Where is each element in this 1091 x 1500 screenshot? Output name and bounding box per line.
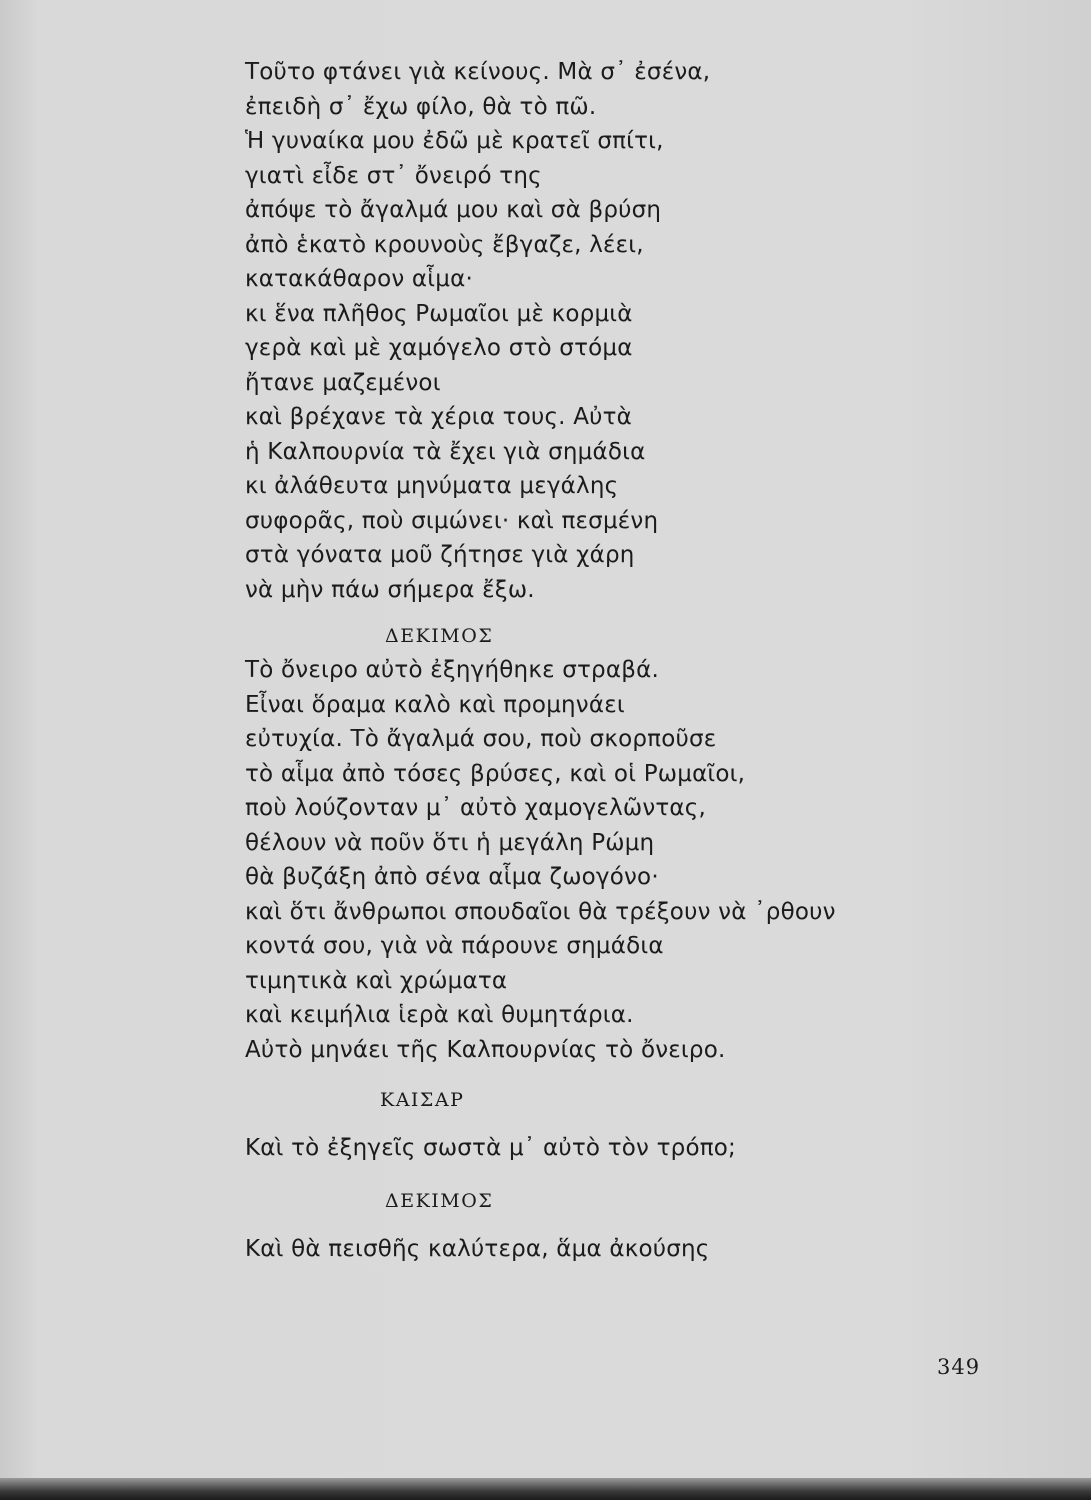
verse-line: Καὶ θὰ πεισθῆς καλύτερα, ἅμα ἀκούσης xyxy=(245,1235,710,1262)
verse-line: Τοῦτο φτάνει γιὰ κείνους. Μὰ σ᾽ ἐσένα, xyxy=(245,59,711,85)
verse-line: εὐτυχία. Τὸ ἄγαλμά σου, ποὺ σκορποῦσε xyxy=(245,726,717,752)
verse-line: Ἡ γυναίκα μου ἐδῶ μὲ κρατεῖ σπίτι, xyxy=(245,128,664,154)
verse-line: ποὺ λούζονταν μ᾽ αὐτὸ χαμογελῶντας, xyxy=(245,795,707,821)
speaker-name-dekimos: ΔΕΚΙΜΟΣ xyxy=(385,625,494,647)
verse-line: ἐπειδὴ σ᾽ ἔχω φίλο, θὰ τὸ πῶ. xyxy=(245,93,597,120)
verse-line: καὶ κειμήλια ἱερὰ καὶ θυμητάρια. xyxy=(245,1002,634,1028)
verse-line: καὶ βρέχανε τὰ χέρια τους. Αὐτὰ xyxy=(245,404,633,430)
verse-line: νὰ μὴν πάω σήμερα ἔξω. xyxy=(245,576,535,603)
verse-line: ἀπόψε τὸ ἄγαλμά μου καὶ σὰ βρύση xyxy=(245,197,662,223)
verse-line: θὰ βυζάξη ἀπὸ σένα αἷμα ζωογόνο· xyxy=(245,864,659,890)
verse-line: κατακάθαρον αἷμα· xyxy=(245,266,473,292)
verse-line: Καὶ τὸ ἐξηγεῖς σωστὰ μ᾽ αὐτὸ τὸν τρόπο; xyxy=(245,1135,736,1161)
verse-line: κι ἕνα πλῆθος Ρωμαῖοι μὲ κορμιὰ xyxy=(245,300,633,327)
page-number: 349 xyxy=(937,1355,981,1379)
verse-line: κοντά σου, γιὰ νὰ πάρουνε σημάδια xyxy=(245,933,664,959)
verse-line: τιμητικὰ καὶ χρώματα xyxy=(245,967,508,994)
speaker-name-dekimos-2: ΔΕΚΙΜΟΣ xyxy=(385,1189,494,1212)
verse-block-2 xyxy=(245,653,945,1067)
page-bottom-edge xyxy=(0,1478,1091,1500)
verse-line: ἤτανε μαζεμένοι xyxy=(245,369,441,396)
verse-line: στὰ γόνατα μοῦ ζήτησε γιὰ χάρη xyxy=(245,542,635,568)
verse-line: καὶ ὅτι ἄνθρωποι σπουδαῖοι θὰ τρέξουν νὰ ᾽ρθουν xyxy=(245,898,836,925)
verse-line: θέλουν νὰ ποῦν ὅτι ἡ μεγάλη Ρώμη xyxy=(245,829,655,856)
verse-line: γερὰ καὶ μὲ χαμόγελο στὸ στόμα xyxy=(245,335,633,361)
speaker-name-kaisar: ΚΑΙΣΑΡ xyxy=(380,1089,465,1111)
verse-line: τὸ αἷμα ἀπὸ τόσες βρύσες, καὶ οἱ Ρωμαῖοι, xyxy=(245,760,746,787)
verse-block-1 xyxy=(245,55,945,607)
verse-line: Τὸ ὄνειρο αὐτὸ ἐξηγήθηκε στραβά. xyxy=(245,657,659,683)
verse-line: Αὐτὸ μηνάει τῆς Καλπουρνίας τὸ ὄνειρο. xyxy=(245,1036,726,1063)
verse-line: συφορᾶς, ποὺ σιμώνει· καὶ πεσμένη xyxy=(245,507,659,534)
verse-line: κι ἀλάθευτα μηνύματα μεγάλης xyxy=(245,473,619,499)
verse-line: ἡ Καλπουρνία τὰ ἔχει γιὰ σημάδια xyxy=(245,438,646,465)
verse-line: Εἶναι ὅραμα καλὸ καὶ προμηνάει xyxy=(245,691,625,718)
verse-block-3 xyxy=(245,1131,945,1166)
verse-block-4 xyxy=(245,1232,945,1267)
verse-line: ἀπὸ ἑκατὸ κρουνοὺς ἔβγαζε, λέει, xyxy=(245,231,644,258)
play-text xyxy=(245,55,945,1266)
verse-line: γιατὶ εἶδε στ᾽ ὄνειρό της xyxy=(245,162,542,189)
